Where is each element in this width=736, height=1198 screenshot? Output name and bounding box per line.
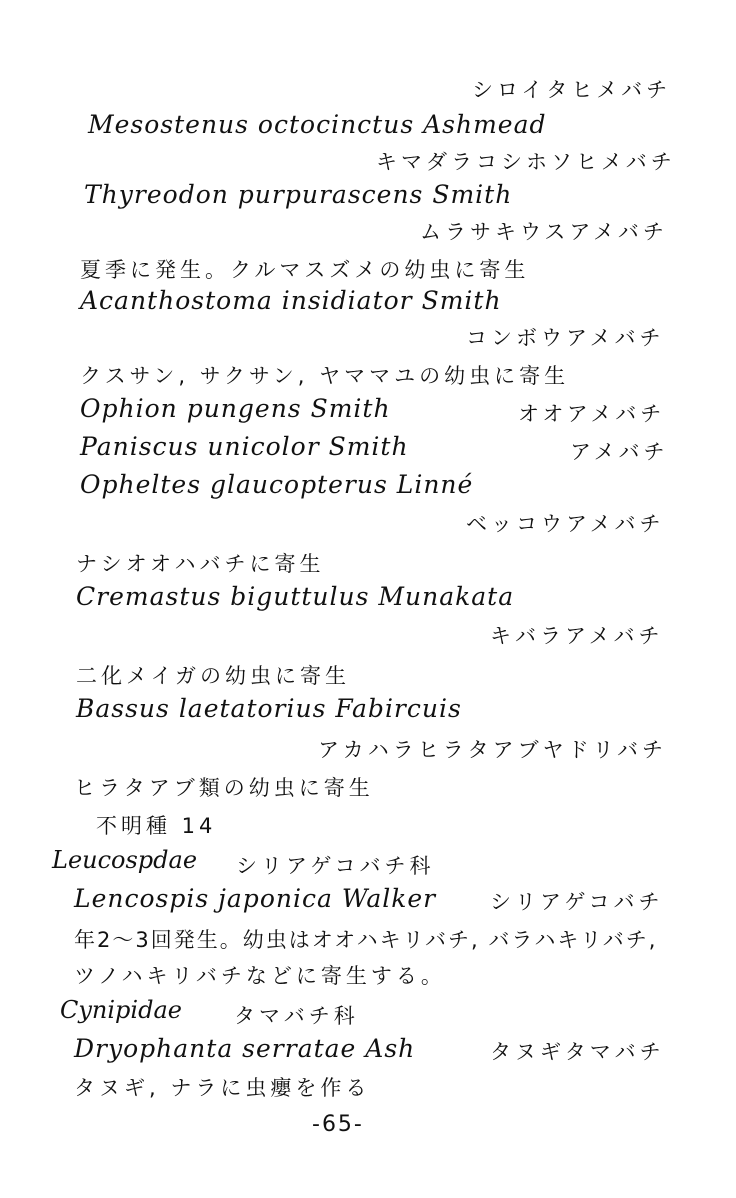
scientific-name: Bassus laetatorius Fabircuis <box>76 694 462 723</box>
japanese-common-name: ベッコウアメバチ <box>466 512 665 536</box>
japanese-common-name: アメバチ <box>570 440 669 464</box>
scientific-name: Lencospis japonica Walker <box>74 884 437 913</box>
japanese-common-name: タヌギタマバチ <box>490 1040 665 1064</box>
japanese-common-name: キマダラコシホソヒメバチ <box>376 150 676 174</box>
life-history-note: 年2〜3回発生。幼虫はオオハキリバチ, バラハキリバチ, <box>74 928 658 952</box>
scientific-name: Cremastus biguttulus Munakata <box>76 582 515 611</box>
scientific-name: Dryophanta serratae Ash <box>74 1034 416 1063</box>
family-name-latin: Cynipidae <box>60 996 182 1024</box>
host-note: ヒラタアブ類の幼虫に寄生 <box>74 776 374 800</box>
japanese-common-name: オオアメバチ <box>518 402 666 426</box>
japanese-common-name: シロイタヒメバチ <box>472 78 672 102</box>
unknown-species-count: 不明種 14 <box>96 814 217 838</box>
family-name-latin: Leucospdae <box>52 846 198 874</box>
host-note: 夏季に発生。クルマスズメの幼虫に寄生 <box>80 258 530 282</box>
japanese-common-name: アカハラヒラタアブヤドリバチ <box>318 738 667 762</box>
host-note: 二化メイガの幼虫に寄生 <box>76 664 350 688</box>
family-name-japanese: シリアゲコバチ科 <box>236 854 435 878</box>
page-number: -65- <box>312 1112 364 1137</box>
host-note: タヌギ, ナラに虫癭を作る <box>74 1076 371 1100</box>
life-history-note: ツノハキリバチなどに寄生する。 <box>74 964 446 988</box>
family-name-japanese: タマバチ科 <box>234 1004 359 1028</box>
scientific-name: Opheltes glaucopterus Linné <box>80 470 474 499</box>
japanese-common-name: キバラアメバチ <box>490 624 664 648</box>
scientific-name: Paniscus unicolor Smith <box>80 432 409 461</box>
scientific-name: Mesostenus octocinctus Ashmead <box>88 110 547 139</box>
scientific-name: Acanthostoma insidiator Smith <box>80 286 502 315</box>
japanese-common-name: シリアゲコバチ <box>490 890 664 914</box>
japanese-common-name: ムラサキウスアメバチ <box>420 220 668 244</box>
scientific-name: Ophion pungens Smith <box>80 394 391 423</box>
host-note: クスサン, サクサン, ヤママユの幼虫に寄生 <box>80 364 570 388</box>
host-note: ナシオオハバチに寄生 <box>76 552 325 576</box>
japanese-common-name: コンボウアメバチ <box>466 326 665 350</box>
scientific-name: Thyreodon purpurascens Smith <box>84 180 513 209</box>
